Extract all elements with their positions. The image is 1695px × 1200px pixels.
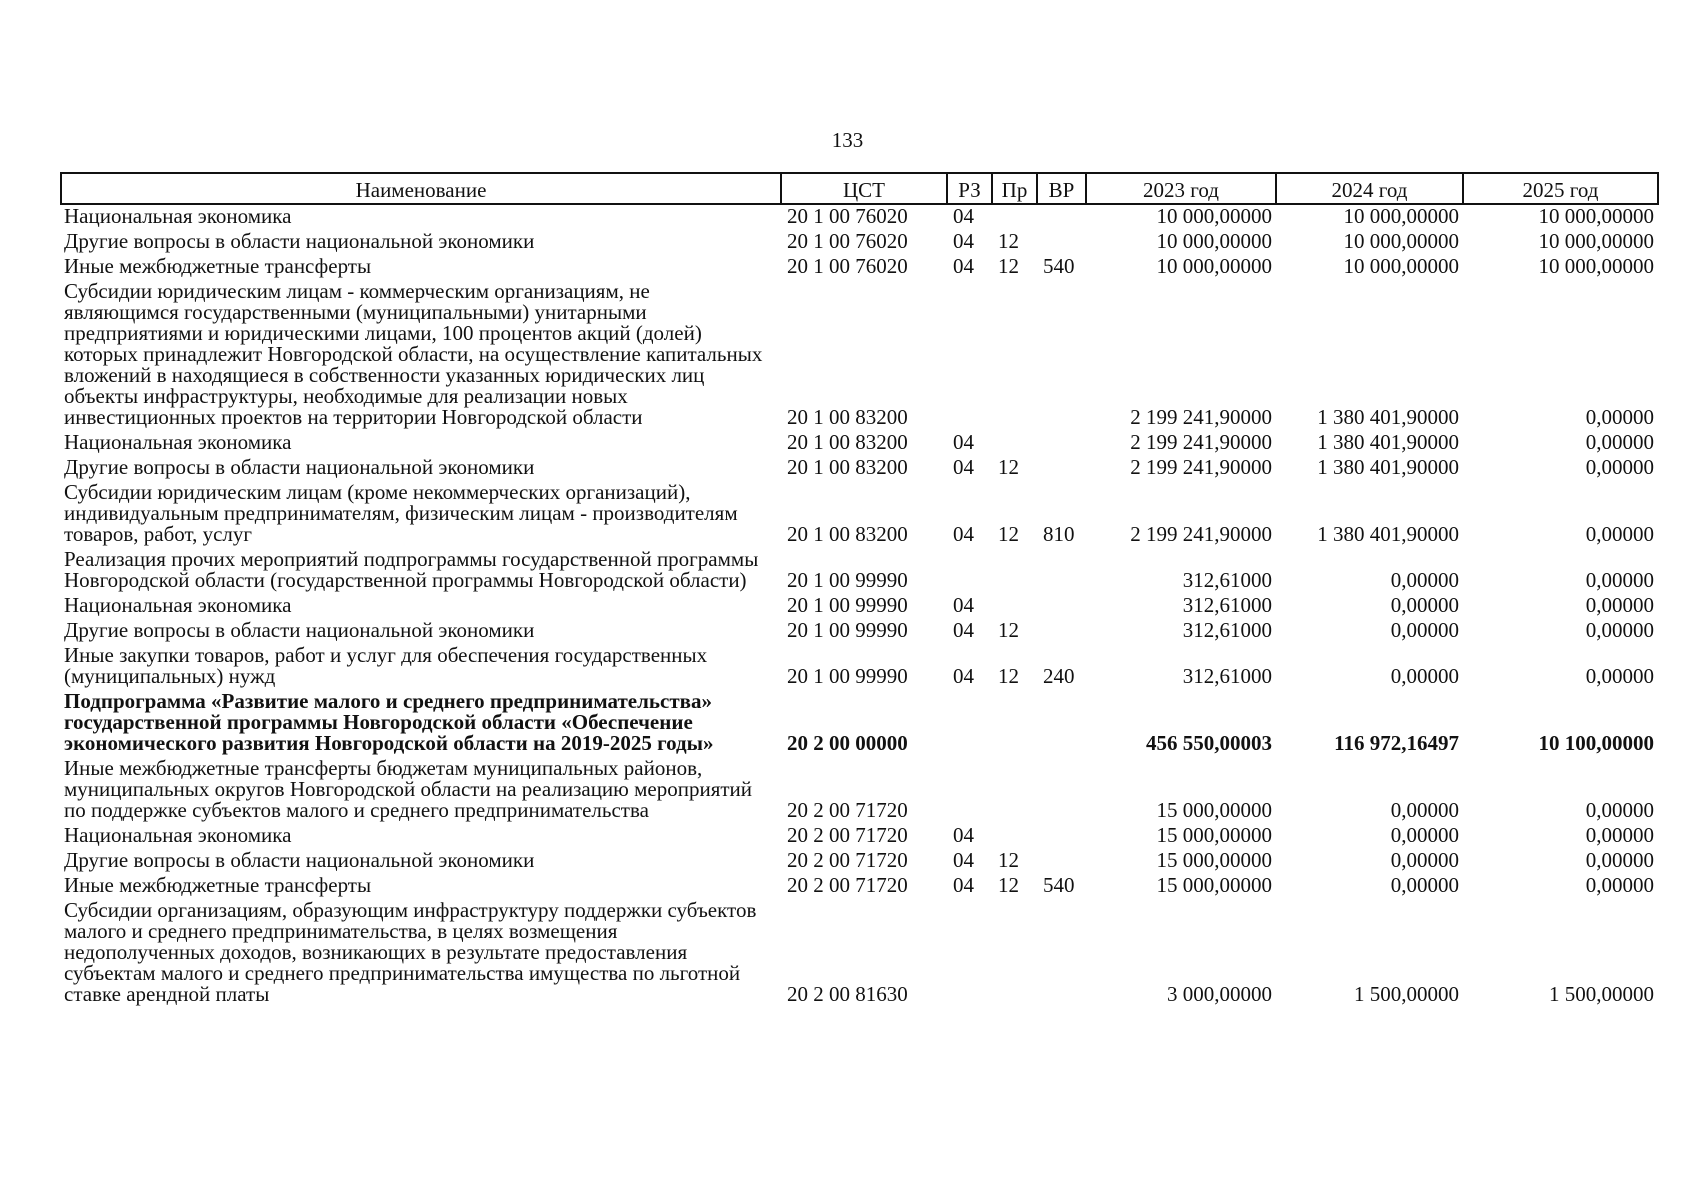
cell-rz: 04 — [953, 229, 974, 253]
cell-rz: 04 — [953, 430, 974, 454]
cell-cst: 20 1 00 99990 — [787, 618, 908, 642]
cell-2023: 2 199 241,90000 — [1130, 430, 1272, 454]
cell-2025: 10 000,00000 — [1538, 229, 1654, 253]
header-vr: ВР — [1037, 173, 1086, 204]
cell-vr: 540 — [1043, 254, 1075, 278]
cell-2025: 0,00000 — [1585, 798, 1654, 822]
cell-rz: 04 — [953, 823, 974, 847]
table-row — [61, 280, 1658, 431]
cell-2025: 0,00000 — [1585, 823, 1654, 847]
table-row — [61, 644, 1658, 690]
cell-cst: 20 1 00 83200 — [787, 522, 908, 546]
table-row — [61, 619, 1658, 644]
cell-2024: 0,00000 — [1390, 873, 1459, 897]
cell-2025: 0,00000 — [1585, 522, 1654, 546]
cell-cst: 20 2 00 00000 — [787, 731, 908, 755]
cell-2025: 0,00000 — [1585, 430, 1654, 454]
cell-2023: 312,61000 — [1182, 618, 1272, 642]
table-row — [61, 824, 1658, 849]
cell-2024: 0,00000 — [1390, 823, 1459, 847]
cell-2023: 10 000,00000 — [1156, 229, 1272, 253]
cell-2024: 116 972,16497 — [1334, 731, 1459, 755]
cell-cst: 20 1 00 76020 — [787, 229, 908, 253]
cell-vr — [1037, 690, 1086, 757]
cell-2024: 0,00000 — [1390, 664, 1459, 688]
cell-pr: 12 — [998, 873, 1019, 897]
cell-2025: 0,00000 — [1585, 873, 1654, 897]
cell-cst: 20 2 00 71720 — [787, 823, 908, 847]
header-2025: 2025 год — [1463, 173, 1658, 204]
cell-pr — [992, 431, 1037, 456]
cell-2024: 10 000,00000 — [1343, 229, 1459, 253]
cell-cst: 20 2 00 81630 — [787, 982, 908, 1006]
table-row — [61, 548, 1658, 594]
cell-name: Другие вопросы в области национальной экономики — [64, 848, 535, 872]
cell-2024: 1 380 401,90000 — [1317, 522, 1459, 546]
cell-cst: 20 1 00 99990 — [787, 593, 908, 617]
table-row — [61, 431, 1658, 456]
cell-rz: 04 — [953, 204, 974, 228]
cell-2024: 10 000,00000 — [1343, 204, 1459, 228]
cell-vr — [1037, 230, 1086, 255]
cell-name: Другие вопросы в области национальной экономики — [64, 455, 535, 479]
cell-2024: 1 380 401,90000 — [1317, 455, 1459, 479]
cell-name: Иные закупки товаров, работ и услуг для обеспечения государственных (муниципальных) нужд — [64, 643, 708, 688]
table-header — [61, 173, 1658, 204]
cell-2025: 0,00000 — [1585, 848, 1654, 872]
cell-cst: 20 2 00 71720 — [787, 798, 908, 822]
cell-vr — [1037, 548, 1086, 594]
header-2023: 2023 год — [1086, 173, 1276, 204]
cell-pr — [992, 594, 1037, 619]
cell-pr: 12 — [998, 254, 1019, 278]
cell-2023: 456 550,00003 — [1146, 731, 1272, 755]
cell-rz: 04 — [953, 873, 974, 897]
cell-cst: 20 1 00 83200 — [787, 430, 908, 454]
cell-2023: 15 000,00000 — [1156, 848, 1272, 872]
cell-rz: 04 — [953, 848, 974, 872]
cell-2025: 1 500,00000 — [1549, 982, 1654, 1006]
cell-rz: 04 — [953, 522, 974, 546]
header-name: Наименование — [61, 173, 781, 204]
cell-2023: 10 000,00000 — [1156, 204, 1272, 228]
table-row — [61, 456, 1658, 481]
cell-2023: 3 000,00000 — [1167, 982, 1272, 1006]
cell-rz — [947, 280, 992, 431]
cell-pr — [992, 280, 1037, 431]
cell-vr — [1037, 431, 1086, 456]
cell-rz: 04 — [953, 618, 974, 642]
cell-name: Субсидии организациям, образующим инфраструктуру поддержки субъектов малого и среднего предпринимательства, в целях возмещения недополученных доходов, возникающих в результате предоставления субъектам малого и среднего предпринимательства имущества по льготной ставке арендной платы — [64, 898, 757, 1006]
cell-name: Реализация прочих мероприятий подпрограммы государственной программы Новгородской области (государственной программы Новгородской области) — [64, 547, 759, 592]
table-row — [61, 255, 1658, 280]
cell-name: Национальная экономика — [64, 593, 292, 617]
cell-vr — [1037, 757, 1086, 824]
cell-2025: 0,00000 — [1585, 618, 1654, 642]
header-rz: РЗ — [947, 173, 992, 204]
cell-2023: 312,61000 — [1182, 664, 1272, 688]
cell-2024: 10 000,00000 — [1343, 254, 1459, 278]
cell-pr: 12 — [998, 455, 1019, 479]
cell-2025: 0,00000 — [1585, 664, 1654, 688]
cell-rz: 04 — [953, 254, 974, 278]
cell-vr — [1037, 824, 1086, 849]
table-row — [61, 849, 1658, 874]
cell-name: Другие вопросы в области национальной экономики — [64, 229, 535, 253]
cell-2023: 2 199 241,90000 — [1130, 455, 1272, 479]
cell-pr — [992, 757, 1037, 824]
cell-2024: 0,00000 — [1390, 593, 1459, 617]
table-row — [61, 899, 1658, 1008]
cell-name: Национальная экономика — [64, 430, 292, 454]
cell-name: Другие вопросы в области национальной экономики — [64, 618, 535, 642]
cell-2025: 0,00000 — [1585, 405, 1654, 429]
cell-pr: 12 — [998, 848, 1019, 872]
cell-2023: 312,61000 — [1182, 593, 1272, 617]
cell-2024: 1 380 401,90000 — [1317, 405, 1459, 429]
cell-name: Субсидии юридическим лицам - коммерческим организациям, не являющимся государственными (муниципальными) унитарными предприятиями и юридическими лицами, 100 процентов акций (долей) которых принадлежит Новгородской области, на осуществление капитальных вложений в находящиеся в собственности указанных юридических лиц объекты инфраструктуры, необходимые для реализации новых инвестиционных проектов на территории Новгородской области — [64, 279, 763, 429]
cell-name: Субсидии юридическим лицам (кроме некоммерческих организаций), индивидуальным предпринимателям, физическим лицам - производителям товаров, работ, услуг — [64, 480, 738, 546]
cell-cst: 20 1 00 83200 — [787, 405, 908, 429]
cell-2023: 2 199 241,90000 — [1130, 522, 1272, 546]
cell-vr — [1037, 594, 1086, 619]
cell-2024: 0,00000 — [1390, 618, 1459, 642]
cell-name: Национальная экономика — [64, 204, 292, 228]
cell-2024: 1 500,00000 — [1354, 982, 1459, 1006]
cell-2023: 15 000,00000 — [1156, 798, 1272, 822]
cell-cst: 20 1 00 83200 — [787, 455, 908, 479]
cell-vr: 240 — [1043, 664, 1075, 688]
cell-2025: 10 000,00000 — [1538, 204, 1654, 228]
cell-name: Национальная экономика — [64, 823, 292, 847]
cell-name: Иные межбюджетные трансферты бюджетам муниципальных районов, муниципальных округов Новгородской области на реализацию мероприятий по поддержке субъектов малого и среднего предпринимательства — [64, 756, 753, 822]
cell-rz: 04 — [953, 664, 974, 688]
cell-name: Подпрограмма «Развитие малого и среднего предпринимательства» государственной программы Новгородской области «Обеспечение экономического развития Новгородской области на 2019-2025 годы» — [64, 689, 714, 755]
cell-vr — [1037, 849, 1086, 874]
cell-rz — [947, 899, 992, 1008]
cell-2023: 312,61000 — [1182, 568, 1272, 592]
table-row — [61, 757, 1658, 824]
cell-pr — [992, 204, 1037, 230]
cell-2023: 15 000,00000 — [1156, 823, 1272, 847]
cell-2024: 0,00000 — [1390, 848, 1459, 872]
cell-2025: 10 100,00000 — [1538, 731, 1654, 755]
cell-2024: 1 380 401,90000 — [1317, 430, 1459, 454]
cell-2025: 0,00000 — [1585, 568, 1654, 592]
cell-cst: 20 1 00 76020 — [787, 254, 908, 278]
cell-rz — [947, 548, 992, 594]
cell-pr: 12 — [998, 229, 1019, 253]
cell-name: Иные межбюджетные трансферты — [64, 873, 372, 897]
cell-pr — [992, 899, 1037, 1008]
cell-vr — [1037, 619, 1086, 644]
cell-vr — [1037, 204, 1086, 230]
cell-rz — [947, 757, 992, 824]
table-row — [61, 690, 1658, 757]
budget-table — [60, 172, 1659, 1008]
cell-cst: 20 1 00 99990 — [787, 664, 908, 688]
cell-pr: 12 — [998, 664, 1019, 688]
cell-pr — [992, 690, 1037, 757]
header-cst: ЦСТ — [781, 173, 947, 204]
cell-vr — [1037, 899, 1086, 1008]
cell-rz: 04 — [953, 455, 974, 479]
cell-2025: 10 000,00000 — [1538, 254, 1654, 278]
table-row — [61, 874, 1658, 899]
cell-2023: 2 199 241,90000 — [1130, 405, 1272, 429]
cell-pr — [992, 824, 1037, 849]
cell-2024: 0,00000 — [1390, 568, 1459, 592]
table-body — [61, 204, 1658, 1008]
table-row — [61, 481, 1658, 548]
cell-pr: 12 — [998, 618, 1019, 642]
cell-cst: 20 2 00 71720 — [787, 848, 908, 872]
cell-pr — [992, 548, 1037, 594]
cell-2024: 0,00000 — [1390, 798, 1459, 822]
table-row — [61, 594, 1658, 619]
cell-rz — [947, 690, 992, 757]
table-row — [61, 204, 1658, 230]
header-2024: 2024 год — [1276, 173, 1463, 204]
cell-2023: 10 000,00000 — [1156, 254, 1272, 278]
cell-cst: 20 1 00 99990 — [787, 568, 908, 592]
cell-pr: 12 — [998, 522, 1019, 546]
header-pr: Пр — [992, 173, 1037, 204]
cell-rz: 04 — [953, 593, 974, 617]
cell-cst: 20 2 00 71720 — [787, 873, 908, 897]
cell-vr — [1037, 280, 1086, 431]
cell-vr — [1037, 456, 1086, 481]
cell-vr: 540 — [1043, 873, 1075, 897]
cell-2025: 0,00000 — [1585, 455, 1654, 479]
table-row — [61, 230, 1658, 255]
cell-name: Иные межбюджетные трансферты — [64, 254, 372, 278]
cell-2023: 15 000,00000 — [1156, 873, 1272, 897]
cell-vr: 810 — [1043, 522, 1075, 546]
page-number: 133 — [831, 128, 864, 152]
cell-cst: 20 1 00 76020 — [787, 204, 908, 228]
cell-2025: 0,00000 — [1585, 593, 1654, 617]
